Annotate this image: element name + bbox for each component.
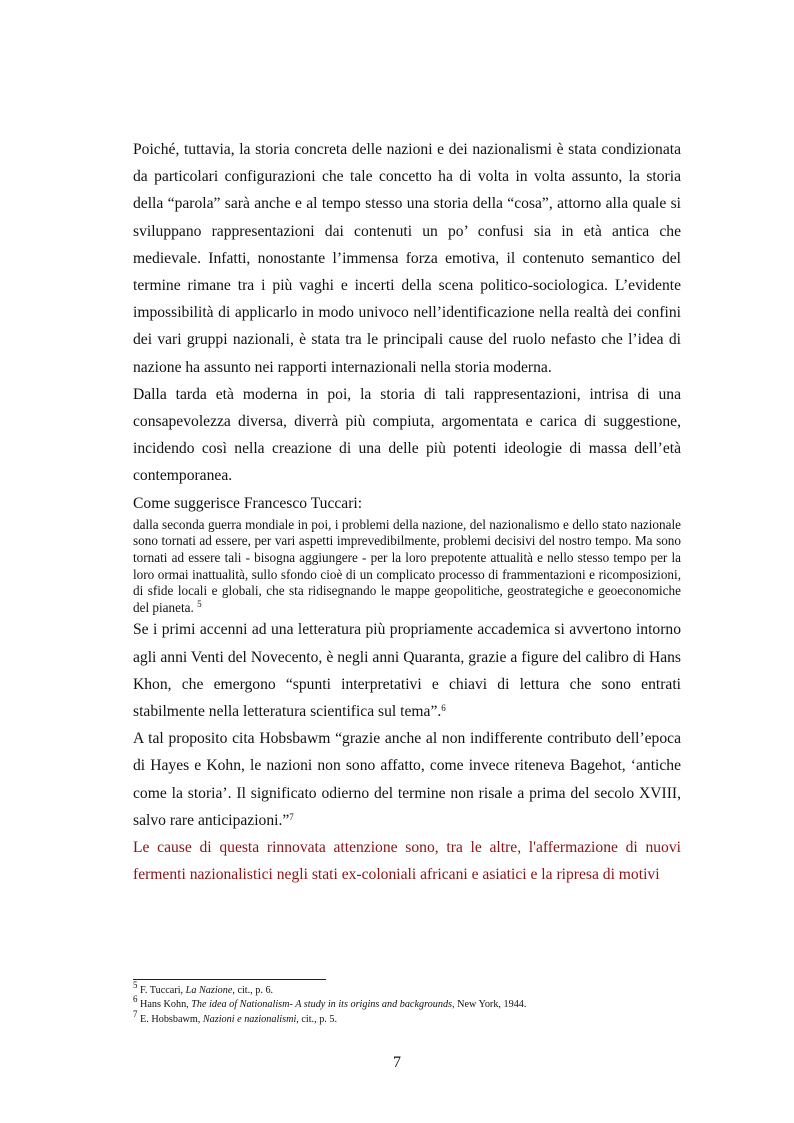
footnote-ref-6: 6: [441, 703, 446, 714]
block-quote: [133, 517, 681, 617]
block-quote-text: dalla seconda guerra mondiale in poi, i problemi della nazione, del nazionalismo e dello stato nazionale sono tornati ad essere, per vari aspetti imprevedibilmente, problemi decisivi del nostro tempo. Ma sono tornati ad essere tali - bisogna aggiungere - per la loro prepotente attualità e nello stesso tempo per la loro ormai inattualità, sullo sfondo cioè di un complicato processo di frammentazioni e ricomposizioni, di sfide locali e globali, che sta ridisegnando le mappe geopolitiche, geostrategiche e geoeconomiche del pianeta.: [133, 516, 681, 615]
footnote-title: Nazioni e nazionalismi: [202, 1013, 297, 1025]
paragraph-4-text: Se i primi accenni ad una letteratura più propriamente accademica si avvertono intorno agli anni Venti del Novecento, è negli anni Quaranta, grazie a figure del calibro di Hans Khon, che emergono “spunti interpretativi e chiavi di lettura che sono entrati stabilmente nella letteratura scientifica sul tema”.: [133, 621, 681, 721]
footnote-number: 5: [133, 980, 138, 990]
footnote-text: E. Hobsbawm,: [137, 1013, 203, 1025]
footnote-5: [133, 980, 693, 998]
paragraph-5-text: A tal proposito cita Hobsbawm “grazie anche al non indifferente contributo dell’epoca di Hayes e Kohn, le nazioni non sono affatto, come invece riteneva Bagehot, ‘antiche come la storia’. Il significato odierno del termine non risale a prima del secolo XVIII, salvo rare anticipazioni.”: [133, 730, 681, 829]
footnote-7: [133, 1008, 693, 1027]
paragraph-4: [133, 616, 681, 725]
footnote-text: , cit., p. 5.: [296, 1013, 338, 1025]
body-text: [133, 136, 681, 888]
paragraph-2: Dalla tarda età moderna in poi, la storia di tali rappresentazioni, intrisa di una consapevolezza diversa, diverrà più compiuta, argomentata e carica di suggestione, incidendo così nella creazione di una delle più potenti ideologie di massa dell’età contemporanea.: [133, 385, 681, 485]
footnote-number: 7: [133, 1008, 138, 1019]
footnote-title: La Nazione: [185, 985, 233, 996]
paragraph-3: Come suggerisce Francesco Tuccari:: [133, 494, 363, 512]
page-number: 7: [393, 1054, 401, 1071]
footnote-ref-7: 7: [289, 811, 294, 822]
paragraph-6: Le cause di questa rinnovata attenzione sono, tra le altre, l'affermazione di nuovi fermenti nazionalistici negli stati ex-coloniali africani e asiatici e la ripresa di motivi: [133, 839, 681, 884]
footnote-ref-5: 5: [197, 598, 202, 609]
footnote-title: The idea of Nationalism- A study in its origins and backgrounds,: [191, 999, 455, 1011]
paragraph-5: [133, 725, 681, 834]
footnote-number: 6: [133, 994, 138, 1005]
footnote-text: Hans Kohn,: [137, 999, 192, 1011]
footnotes: [133, 980, 693, 1027]
footnote-text: , cit., p. 6.: [232, 985, 274, 996]
footnote-text: F. Tuccari,: [137, 985, 186, 996]
footnote-separator: [133, 979, 326, 980]
footnote-text: New York, 1944.: [454, 999, 527, 1011]
footnote-6: [133, 994, 693, 1012]
paragraph-1: Poiché, tuttavia, la storia concreta delle nazioni e dei nazionalismi è stata condizionata da particolari configurazioni che tale concetto ha di volta in volta assunto, la storia della “parola” sarà anche e al tempo stesso una storia della “cosa”, attorno alla quale si sviluppano rappresentazioni dai contenuti un po’ confusi sia in età antica che medievale. Infatti, nonostante l’immensa forza emotiva, il contenuto semantico del termine rimane tra i più vaghi e incerti della scena politico-sociologica. L’evidente impossibilità di applicarlo in modo univoco nell’identificazione nella realtà dei confini dei vari gruppi nazionali, è stata tra le principali cause del ruolo nefasto che l’idea di nazione ha assunto nei rapporti internazionali nella storia moderna.: [133, 141, 681, 376]
